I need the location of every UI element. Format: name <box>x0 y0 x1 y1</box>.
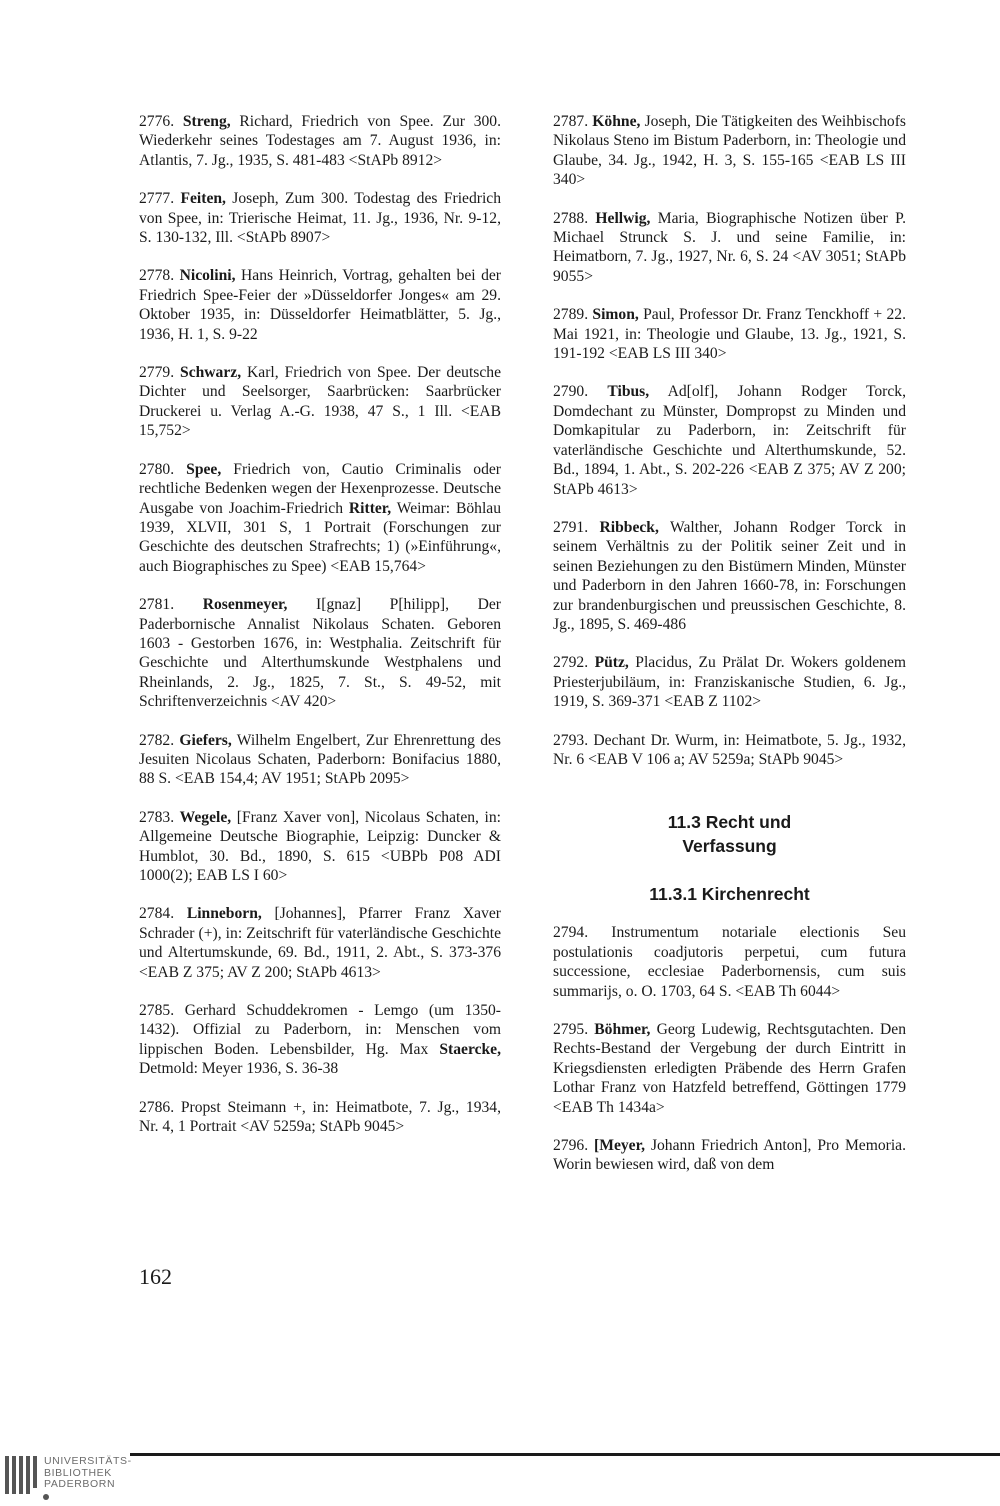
entry-2795: 2795. Böhmer, Georg Ludewig, Rechtsgutachten. Den Rechts-Bestand der Vergebung der durch Eintritt in Kriegsdiensten erledigten Präbende des Herrn Grafen Lothar Franz von Hatzfeld betreffend, Göttingen 1779 <EAB Th 1434a> <box>553 1021 906 1116</box>
entry-2783: 2783. Wegele, [Franz Xaver von], Nicolaus Schaten, in: Allgemeine Deutsche Biographie, Leipzig: Duncker & Humblot, 30. Bd., 1890, S. 615 <UBPb P08 ADI 1000(2); EAB LS I 60> <box>139 808 501 884</box>
subsection-heading: 11.3.1 Kirchenrecht <box>649 884 810 905</box>
entry-2794: 2794. Instrumentum notariale electionis Seu postulationis coadjutoris perpetui, cum futura successione, ecclesiae Paderbornensis, cum suis summarijs, o. O. 1703, 64 S. <EAB Th 6044> <box>553 924 906 1000</box>
entry-2778: 2778. Nicolini, Hans Heinrich, Vortrag, gehalten bei der Friedrich Spee-Feier der »Düsseldorfer Jonges« am 29. Oktober 1935, in: Düsseldorfer Heimatblätter, 5. Jg., 1936, H. 1, S. 9-22 <box>139 267 501 343</box>
entry-2796: 2796. [Meyer, Johann Friedrich Anton], Pro Memoria. Worin bewiesen wird, daß von dem <box>553 1137 906 1174</box>
entry-2781: 2781. Rosenmeyer, I[gnaz] P[hilipp], Der Paderbornische Annalist Nikolaus Schaten. Geboren 1603 - Gestorben 1676, in: Westphalia. Zeitschrift für Geschichte und Alterthumskunde Westphalens und Rheinlands, 2. Jg., 1825, 7. St., S. 49-52, mit Schriftenverzeichnis <AV 420> <box>139 596 501 711</box>
left-column <box>139 112 501 1155</box>
entry-2788: 2788. Hellwig, Maria, Biographische Notizen über P. Michael Strunck S. J. und seine Familie, in: Heimatborn, 7. Jg., 1927, Nr. 6, S. 24 <AV 3051; StAPb 9055> <box>553 209 906 285</box>
library-logo-text <box>44 1456 132 1491</box>
entry-2777: 2777. Feiten, Joseph, Zum 300. Todestag des Friedrich von Spee, in: Trierische Heimat, 11. Jg., 1936, Nr. 9-12, S. 130-132, Ill. <StAPb 8907> <box>139 190 501 247</box>
entry-2784: 2784. Linneborn, [Johannes], Pfarrer Franz Xaver Schrader (+), in: Zeitschrift für vaterländische Geschichte und Altertumskunde, 69. Bd., 1911, 2. Abt., S. 373-376 <EAB Z 375; AV Z 200; StAPb 4613> <box>139 905 501 981</box>
footer-rule <box>130 1453 1000 1456</box>
section-heading <box>553 810 906 858</box>
entry-2785: 2785. Gerhard Schuddekromen - Lemgo (um 1350-1432). Offizial zu Paderborn, in: Menschen vom lippischen Boden. Lebensbilder, Hg. Max Staercke, Detmold: Meyer 1936, S. 36-38 <box>139 1002 501 1078</box>
entry-2792: 2792. Pütz, Placidus, Zu Prälat Dr. Wokers goldenem Priesterjubiläum, in: Franziskanische Studien, 6. Jg., 1919, S. 369-371 <EAB Z 1102> <box>553 654 906 711</box>
entry-2787: 2787. Köhne, Joseph, Die Tätigkeiten des Weihbischofs Nikolaus Steno im Bistum Paderborn, in: Theologie und Glaube, 34. Jg., 1942, H. 3, S. 155-165 <EAB LS III 340> <box>553 113 906 189</box>
page-number: 162 <box>139 1264 172 1289</box>
library-logo <box>5 1456 132 1500</box>
entry-2782: 2782. Giefers, Wilhelm Engelbert, Zur Ehrenrettung des Jesuiten Nicolaus Schaten, Paderborn: Bonifacius 1880, 88 S. <EAB 154,4; AV 1951; StAPb 2095> <box>139 731 501 788</box>
section-heading-line1: 11.3 Recht und <box>667 812 792 833</box>
library-logo-line2: BIBLIOTHEK <box>44 1466 112 1479</box>
entry-2779: 2779. Schwarz, Karl, Friedrich von Spee. Der deutsche Dichter und Seelsorger, Saarbrücken: Saarbrücker Druckerei u. Verlag A.-G. 1938, 47 S., 1 Ill. <EAB 15,752> <box>139 364 501 440</box>
library-logo-line1: UNIVERSITÄTS- <box>44 1455 132 1467</box>
entry-2789: 2789. Simon, Paul, Professor Dr. Franz Tenckhoff + 22. Mai 1921, in: Theologie und Glaube, 13. Jg., 1921, S. 191-192 <EAB LS III 340> <box>553 306 906 363</box>
section-heading-line2: Verfassung <box>682 836 777 857</box>
entry-2776: 2776. Streng, Richard, Friedrich von Spee. Zur 300. Wiederkehr seines Todestages am 7. August 1936, in: Atlantis, 7. Jg., 1935, S. 481-483 <StAPb 8912> <box>139 113 502 169</box>
entry-2791: 2791. Ribbeck, Walther, Johann Rodger Torck in seinem Verhältnis zu der Politik seiner Zeit und in seinen Beziehungen zu den Bistümern Minden, Münster und Paderborn in den Jahren 1660-78, in: Forschungen zur brandenburgischen und preussischen Geschichte, 8. Jg., 1895, S. 469-486 <box>553 518 906 633</box>
entry-2790: 2790. Tibus, Ad[olf], Johann Rodger Torck, Domdechant zu Münster, Dompropst zu Minden und Domkapitular zu Paderborn, in: Zeitschrift für vaterländische Geschichte und Alterthumskunde, 52. Bd., 1894, 1. Abt., S. 202-226 <EAB Z 375; AV Z 200; StAPb 4613> <box>553 383 906 498</box>
library-logo-bars-icon <box>5 1456 37 1494</box>
library-logo-line3: PADERBORN <box>44 1478 116 1490</box>
entry-2793: 2793. Dechant Dr. Wurm, in: Heimatbote, 5. Jg., 1932, Nr. 6 <EAB V 106 a; AV 5259a; StAPb 9045> <box>553 731 906 768</box>
right-column <box>553 112 906 1194</box>
entry-2786: 2786. Propst Steimann +, in: Heimatbote, 7. Jg., 1934, Nr. 4, 1 Portrait <AV 5259a; StAPb 9045> <box>139 1098 502 1136</box>
entry-2780: 2780. Spee, Friedrich von, Cautio Criminalis oder rechtliche Bedenken wegen der Hexenprozesse. Deutsche Ausgabe von Joachim-Friedrich Ritter, Weimar: Böhlau 1939, XLVII, 301 S, 1 Portrait (Forschungen zur Geschichte des deutschen Strafrechts; 1) (»Einführung«, auch Biographisches zu Spee) <EAB 15,764> <box>139 460 502 575</box>
library-logo-dot-icon <box>43 1494 49 1500</box>
